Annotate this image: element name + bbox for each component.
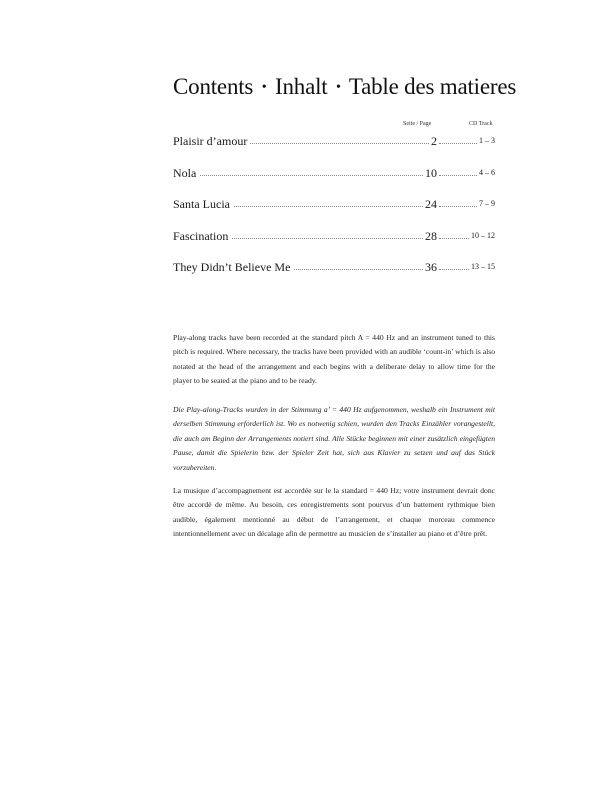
toc-entry [173,260,495,292]
title-separator: • [261,80,267,95]
leader-dots [173,175,431,176]
toc-entry-tracks: 13 – 15 [471,262,495,271]
toc-entry-title: Santa Lucia [173,197,233,212]
toc-entry-tracks: 10 – 12 [471,230,495,240]
toc-entry-title: Nola [173,166,199,181]
page-title [173,74,516,100]
title-contents: Contents [173,74,254,99]
toc-entry-page: 28 [425,228,437,243]
toc-entry-page: 2 [431,134,437,148]
cd-track-column-header: CD Track [469,121,493,127]
toc-entry-page: 10 [425,165,437,180]
toc-entry [173,229,495,261]
toc-entry-title: Plaisir d’amour [173,134,250,149]
toc-entry [173,166,495,198]
french-note: La musique d’accompagnement est accordée sur le la standard = 440 Hz; votre instrument devrait donc être accordé de même. Au besoin, ces enregistrements sont pourvus d’un battement rythmique bien audible, également mentionné au début de l’arrangement, et chaque morceau commence intentionnellement avec un décalage afin de permettre au musicien de s’installer au piano et d’être prêt. [173,486,495,539]
title-inhalt: Inhalt [275,74,328,99]
toc-entry-tracks: 4 – 6 [479,167,495,177]
toc-entry-page: 24 [425,197,437,211]
toc-entry-tracks: 1 – 3 [479,136,495,145]
toc-entry [173,134,495,166]
page-column-header: Seite / Page [403,121,432,127]
title-table-des-matieres: Table des matieres [348,74,517,99]
toc-entry-title: They Didn’t Believe Me [173,260,293,275]
table-of-contents [173,134,495,292]
toc-entry-title: Fascination [173,229,231,244]
english-note: Play-along tracks have been recorded at the standard pitch A = 440 Hz and an instrument tuned to this pitch is required. Where necessary, the tracks have been provided with an audible ‘count-in’ which is also notated at the head of the arrangement and each begins with a deliberate delay to allow time for the player to be seated at the piano and to be ready. [173,333,495,386]
toc-entry-tracks: 7 – 9 [479,199,495,208]
toc-entry-page: 36 [425,260,437,274]
toc-entry [173,197,495,229]
title-separator: • [336,80,341,95]
german-note: Die Play-along-Tracks wurden in der Stimmung a’ = 440 Hz aufgenommen, weshalb ein Instrument mit derselben Stimmung erforderlich ist. Wo es notwenig schien, wurden den Tracks Einzähler vorangestellt, die auch am Beginn der Arrangements notiert sind. Alle Stücke beginnen mit einer zusätzlich eingefügten Pause, damit die Spielerin bzw. der Spieler Zeit hat, sich aus Klavier zu setzen und auf das Stück vorzubereiten. [173,405,495,472]
